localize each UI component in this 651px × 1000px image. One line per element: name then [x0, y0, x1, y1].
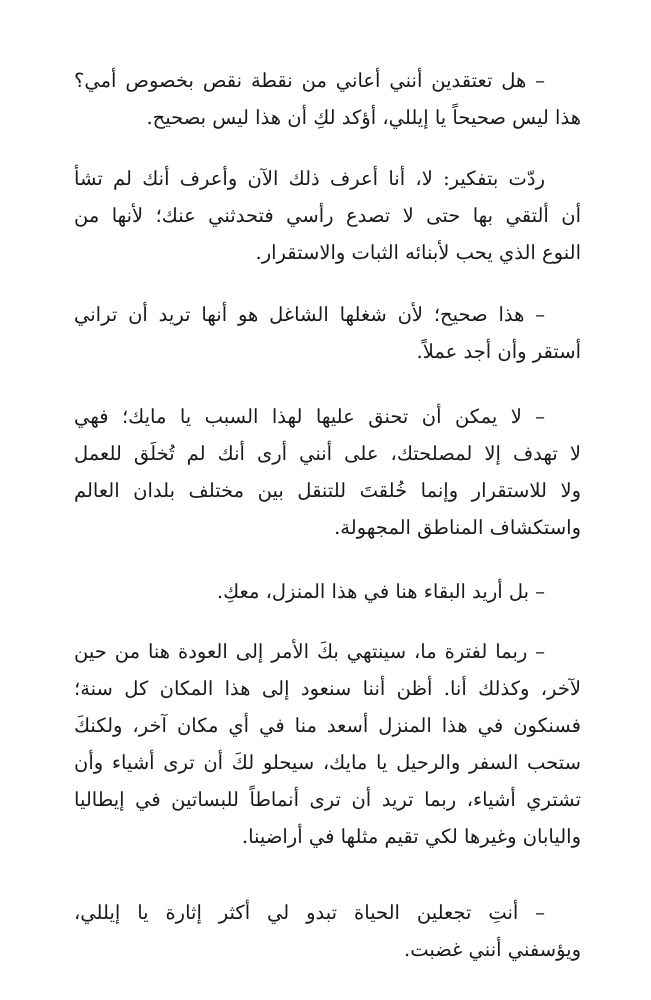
- text-line: النوع الذي يحب لأبنائه الثبات والاستقرار.: [255, 241, 581, 264]
- text-line: لآخر، وكذلك أنا. أظن أننا سنعود إلى هذا المكان كل سنة؛: [74, 677, 581, 700]
- text-line: – لا يمكن أن تحنق عليها لهذا السبب يا مايك؛ فهي: [74, 405, 545, 428]
- text-line: ستحب السفر والرحيل يا مايك، سيحلو لكَ أن ترى أشياء وأن: [74, 751, 581, 774]
- text-line: لا تهدف إلا لمصلحتك، على أنني أرى أنك لم تُخلَق للعمل: [74, 442, 581, 465]
- text-line: هذا ليس صحيحاً يا إيللي، أؤكد لكِ أن هذا ليس بصحيح.: [146, 106, 581, 129]
- text-line: ردّت بتفكير: لا، أنا أعرف ذلك الآن وأعرف أنك لم تشأ: [74, 167, 545, 190]
- text-line: أستقر وأن أجد عملاً.: [416, 340, 581, 363]
- text-line: تشتري أشياء، ربما تريد أن ترى أنماطاً للبساتين في إيطاليا: [74, 788, 581, 811]
- paragraph: [74, 62, 581, 136]
- paragraph: [74, 160, 581, 271]
- text-line: أن ألتقي بها حتى لا تصدع رأسي فتحدثني عنك؛ لأنها من: [74, 204, 581, 227]
- text-line: واليابان وغيرها لكي تقيم مثلها في أراضينا.: [241, 825, 581, 848]
- text-line: ويؤسفني أنني غضبت.: [404, 938, 581, 961]
- text-line: واستكشاف المناطق المجهولة.: [334, 516, 581, 539]
- paragraph: [74, 296, 581, 370]
- paragraph: [74, 633, 581, 855]
- text-line: ولا للاستقرار وإنما خُلقتَ للتنقل بين مختلف بلدان العالم: [74, 479, 581, 502]
- text-line: – هذا صحيح؛ لأن شغلها الشاغل هو أنها تريد أن تراني: [74, 303, 545, 326]
- text-line: – بل أريد البقاء هنا في هذا المنزل، معكِ.: [216, 580, 545, 603]
- text-line: – ربما لفترة ما، سينتهي بكَ الأمر إلى العودة هنا من حين: [74, 640, 545, 663]
- text-line: – هل تعتقدين أنني أعاني من نقطة نقص بخصوص أمي؟: [74, 69, 545, 92]
- text-line: – أنتِ تجعلين الحياة تبدو لي أكثر إثارة يا إيللي،: [74, 901, 545, 924]
- paragraph: [74, 398, 581, 546]
- paragraph: [74, 894, 581, 968]
- paragraph: [74, 573, 581, 610]
- text-line: فسنكون في هذا المنزل أسعد منا في أي مكان آخر، ولكنكَ: [74, 714, 581, 737]
